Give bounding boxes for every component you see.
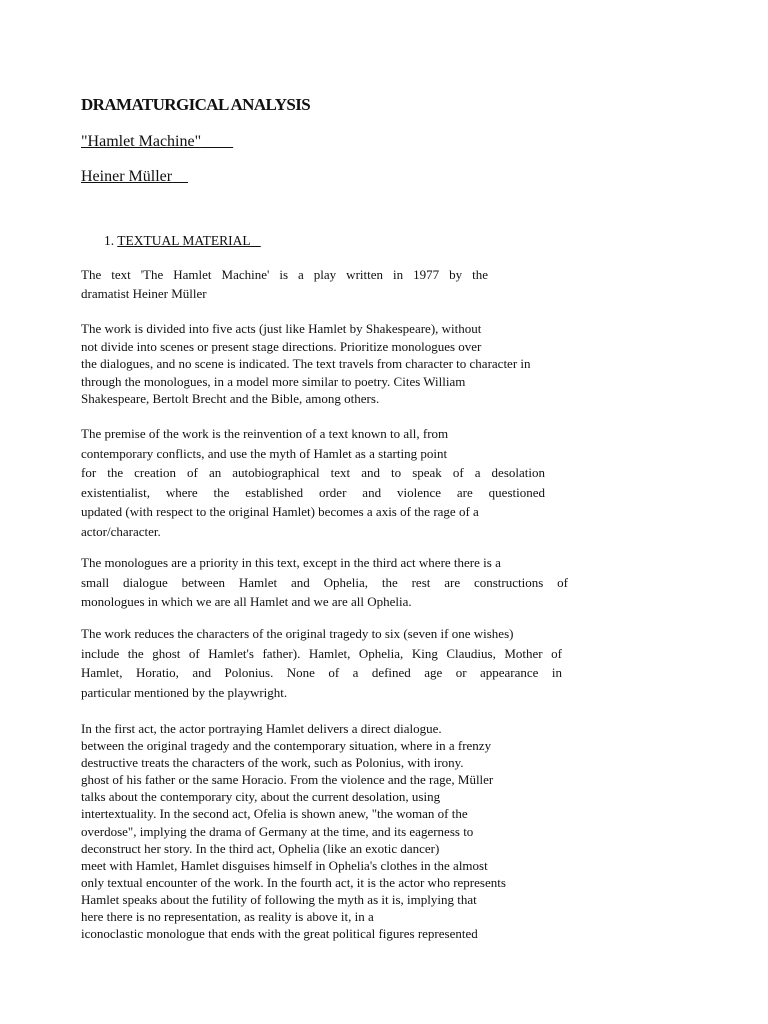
section-title: TEXTUAL MATERIAL [117, 233, 251, 248]
paragraph-line: destructive treats the characters of the work, such as Polonius, with irony. [81, 755, 464, 771]
paragraph-line: deconstruct her story. In the third act, Ophelia (like an exotic dancer) [81, 840, 440, 856]
paragraph-2 [81, 320, 551, 408]
paragraph-4 [81, 553, 568, 612]
play-title [81, 133, 233, 151]
section-heading [104, 233, 261, 249]
section-number: 1. [104, 233, 115, 248]
paragraph-line: talks about the contemporary city, about the current desolation, using [81, 789, 441, 805]
paragraph-line: The work is divided into five acts (just like Hamlet by Shakespeare), without [81, 321, 482, 336]
author-name-text: Heiner Müller [81, 168, 173, 185]
paragraph-line: between the original tragedy and the contemporary situation, where in a frenzy [81, 738, 492, 754]
paragraph-line: overdose", implying the drama of Germany at the time, and its eagerness to [81, 823, 474, 839]
paragraph-line: iconoclastic monologue that ends with the great political figures represented [81, 926, 478, 942]
paragraph-line: the dialogues, and no scene is indicated. The text travels from character to character in [81, 356, 531, 371]
paragraph-line: The work reduces the characters of the original tragedy to six (seven if one wishes) [81, 626, 514, 641]
paragraph-line: not divide into scenes or present stage directions. Prioritize monologues over [81, 338, 482, 354]
paragraph-line: updated (with respect to the original Hamlet) becomes a axis of the rage of a [81, 504, 479, 520]
paragraph-line: include the ghost of Hamlet's father). Hamlet, Ophelia, King Claudius, Mother of [81, 645, 562, 661]
paragraph-line: In the first act, the actor portraying Hamlet delivers a direct dialogue. [81, 721, 442, 736]
paragraph-line: actor/character. [81, 523, 161, 539]
paragraph-line: monologues in which we are all Hamlet and we are all Ophelia. [81, 594, 412, 609]
paragraph-6 [81, 720, 551, 942]
paragraph-line: ghost of his father or the same Horacio. From the violence and the rage, Müller [81, 772, 494, 788]
paragraph-line: intertextuality. In the second act, Ofelia is shown anew, "the woman of the [81, 806, 468, 822]
paragraph-line: meet with Hamlet, Hamlet disguises himself in Ophelia's clothes in the almost [81, 857, 488, 873]
paragraph-line: dramatist Heiner Müller [81, 286, 207, 301]
paragraph-line: small dialogue between Hamlet and Ophelia, the rest are constructions of [81, 574, 568, 590]
paragraph-1 [81, 265, 488, 303]
document-title: DRAMATURGICAL ANALYSIS [81, 95, 311, 114]
paragraph-line: Hamlet speaks about the futility of following the myth as it is, implying that [81, 891, 477, 907]
paragraph-line: only textual encounter of the work. In the fourth act, it is the actor who represents [81, 874, 506, 890]
paragraph-line: The monologues are a priority in this text, except in the third act where there is a [81, 555, 501, 570]
paragraph-line: through the monologues, in a model more similar to poetry. Cites William [81, 373, 466, 389]
paragraph-line: Hamlet, Horatio, and Polonius. None of a defined age or appearance in [81, 665, 562, 680]
paragraph-line: existentialist, where the established order and violence are questioned [81, 484, 545, 500]
paragraph-line: The premise of the work is the reinvention of a text known to all, from [81, 426, 449, 441]
paragraph-line: The text 'The Hamlet Machine' is a play written in 1977 by the [81, 267, 488, 282]
paragraph-line: here there is no representation, as reality is above it, in a [81, 909, 374, 925]
author-name [81, 168, 188, 186]
paragraph-line: particular mentioned by the playwright. [81, 684, 288, 700]
paragraph-line: contemporary conflicts, and use the myth of Hamlet as a starting point [81, 445, 448, 461]
paragraph-3 [81, 424, 545, 542]
paragraph-5 [81, 624, 562, 702]
paragraph-line: Shakespeare, Bertolt Brecht and the Bible, among others. [81, 391, 380, 406]
paragraph-line: for the creation of an autobiographical text and to speak of a desolation [81, 465, 545, 481]
play-title-text: "Hamlet Machine" [81, 133, 202, 150]
